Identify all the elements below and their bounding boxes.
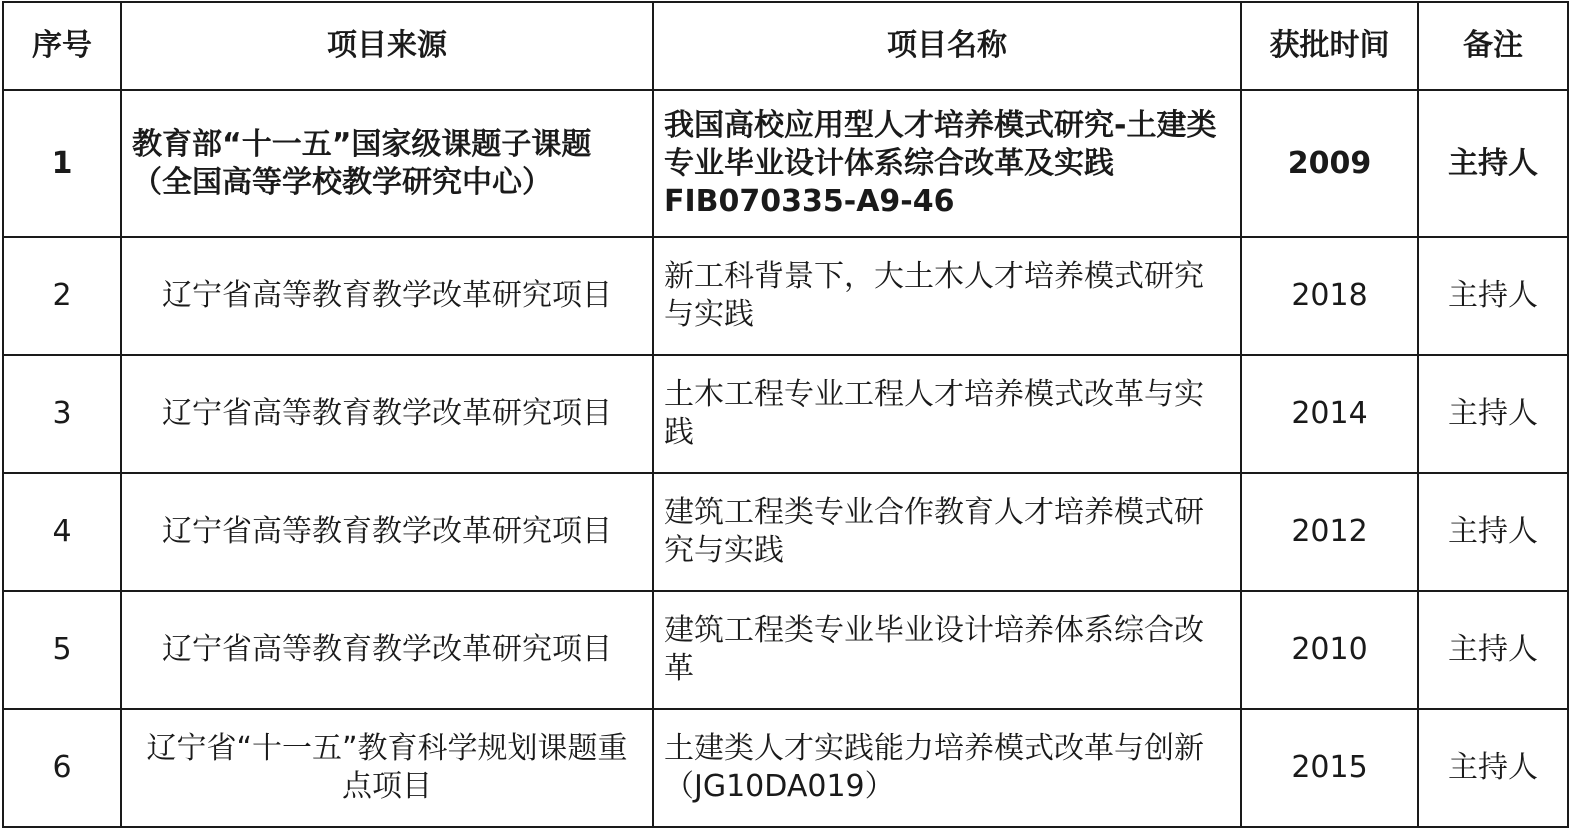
- row-project-name: 新工科背景下，大土木人才培养模式研究与实践: [653, 237, 1241, 355]
- row-note: 主持人: [1418, 591, 1568, 709]
- row-source: 辽宁省高等教育教学改革研究项目: [121, 237, 653, 355]
- row-project-name: 土建类人才实践能力培养模式改革与创新（JG10DA019）: [653, 709, 1241, 827]
- row-note: 主持人: [1418, 237, 1568, 355]
- header-year: 获批时间: [1241, 2, 1418, 90]
- row-year: 2009: [1241, 90, 1418, 237]
- table-row: [3, 355, 1568, 473]
- table-row: [3, 90, 1568, 237]
- projects-table: [2, 1, 1569, 828]
- row-project-name: 土木工程专业工程人才培养模式改革与实践: [653, 355, 1241, 473]
- row-year: 2012: [1241, 473, 1418, 591]
- header-num: 序号: [3, 2, 121, 90]
- row-source: 辽宁省高等教育教学改革研究项目: [121, 355, 653, 473]
- row-note: 主持人: [1418, 90, 1568, 237]
- header-row: [3, 2, 1568, 90]
- header-note: 备注: [1418, 2, 1568, 90]
- header-source: 项目来源: [121, 2, 653, 90]
- row-source: 辽宁省高等教育教学改革研究项目: [121, 591, 653, 709]
- row-num: 6: [3, 709, 121, 827]
- row-num: 2: [3, 237, 121, 355]
- row-note: 主持人: [1418, 355, 1568, 473]
- row-num: 3: [3, 355, 121, 473]
- row-source: 辽宁省“十一五”教育科学规划课题重点项目: [121, 709, 653, 827]
- row-year: 2018: [1241, 237, 1418, 355]
- row-source: 教育部“十一五”国家级课题子课题（全国高等学校教学研究中心）: [121, 90, 653, 237]
- row-num: 1: [3, 90, 121, 237]
- row-project-name: 我国高校应用型人才培养模式研究-土建类专业毕业设计体系综合改革及实践FIB070335-A9-46: [653, 90, 1241, 237]
- table-row: [3, 591, 1568, 709]
- row-source: 辽宁省高等教育教学改革研究项目: [121, 473, 653, 591]
- row-year: 2015: [1241, 709, 1418, 827]
- row-num: 4: [3, 473, 121, 591]
- row-year: 2014: [1241, 355, 1418, 473]
- header-name: 项目名称: [653, 2, 1241, 90]
- row-project-name: 建筑工程类专业合作教育人才培养模式研究与实践: [653, 473, 1241, 591]
- row-num: 5: [3, 591, 121, 709]
- row-year: 2010: [1241, 591, 1418, 709]
- row-note: 主持人: [1418, 709, 1568, 827]
- table-row: [3, 237, 1568, 355]
- row-project-name: 建筑工程类专业毕业设计培养体系综合改革: [653, 591, 1241, 709]
- row-note: 主持人: [1418, 473, 1568, 591]
- table-row: [3, 709, 1568, 827]
- table-row: [3, 473, 1568, 591]
